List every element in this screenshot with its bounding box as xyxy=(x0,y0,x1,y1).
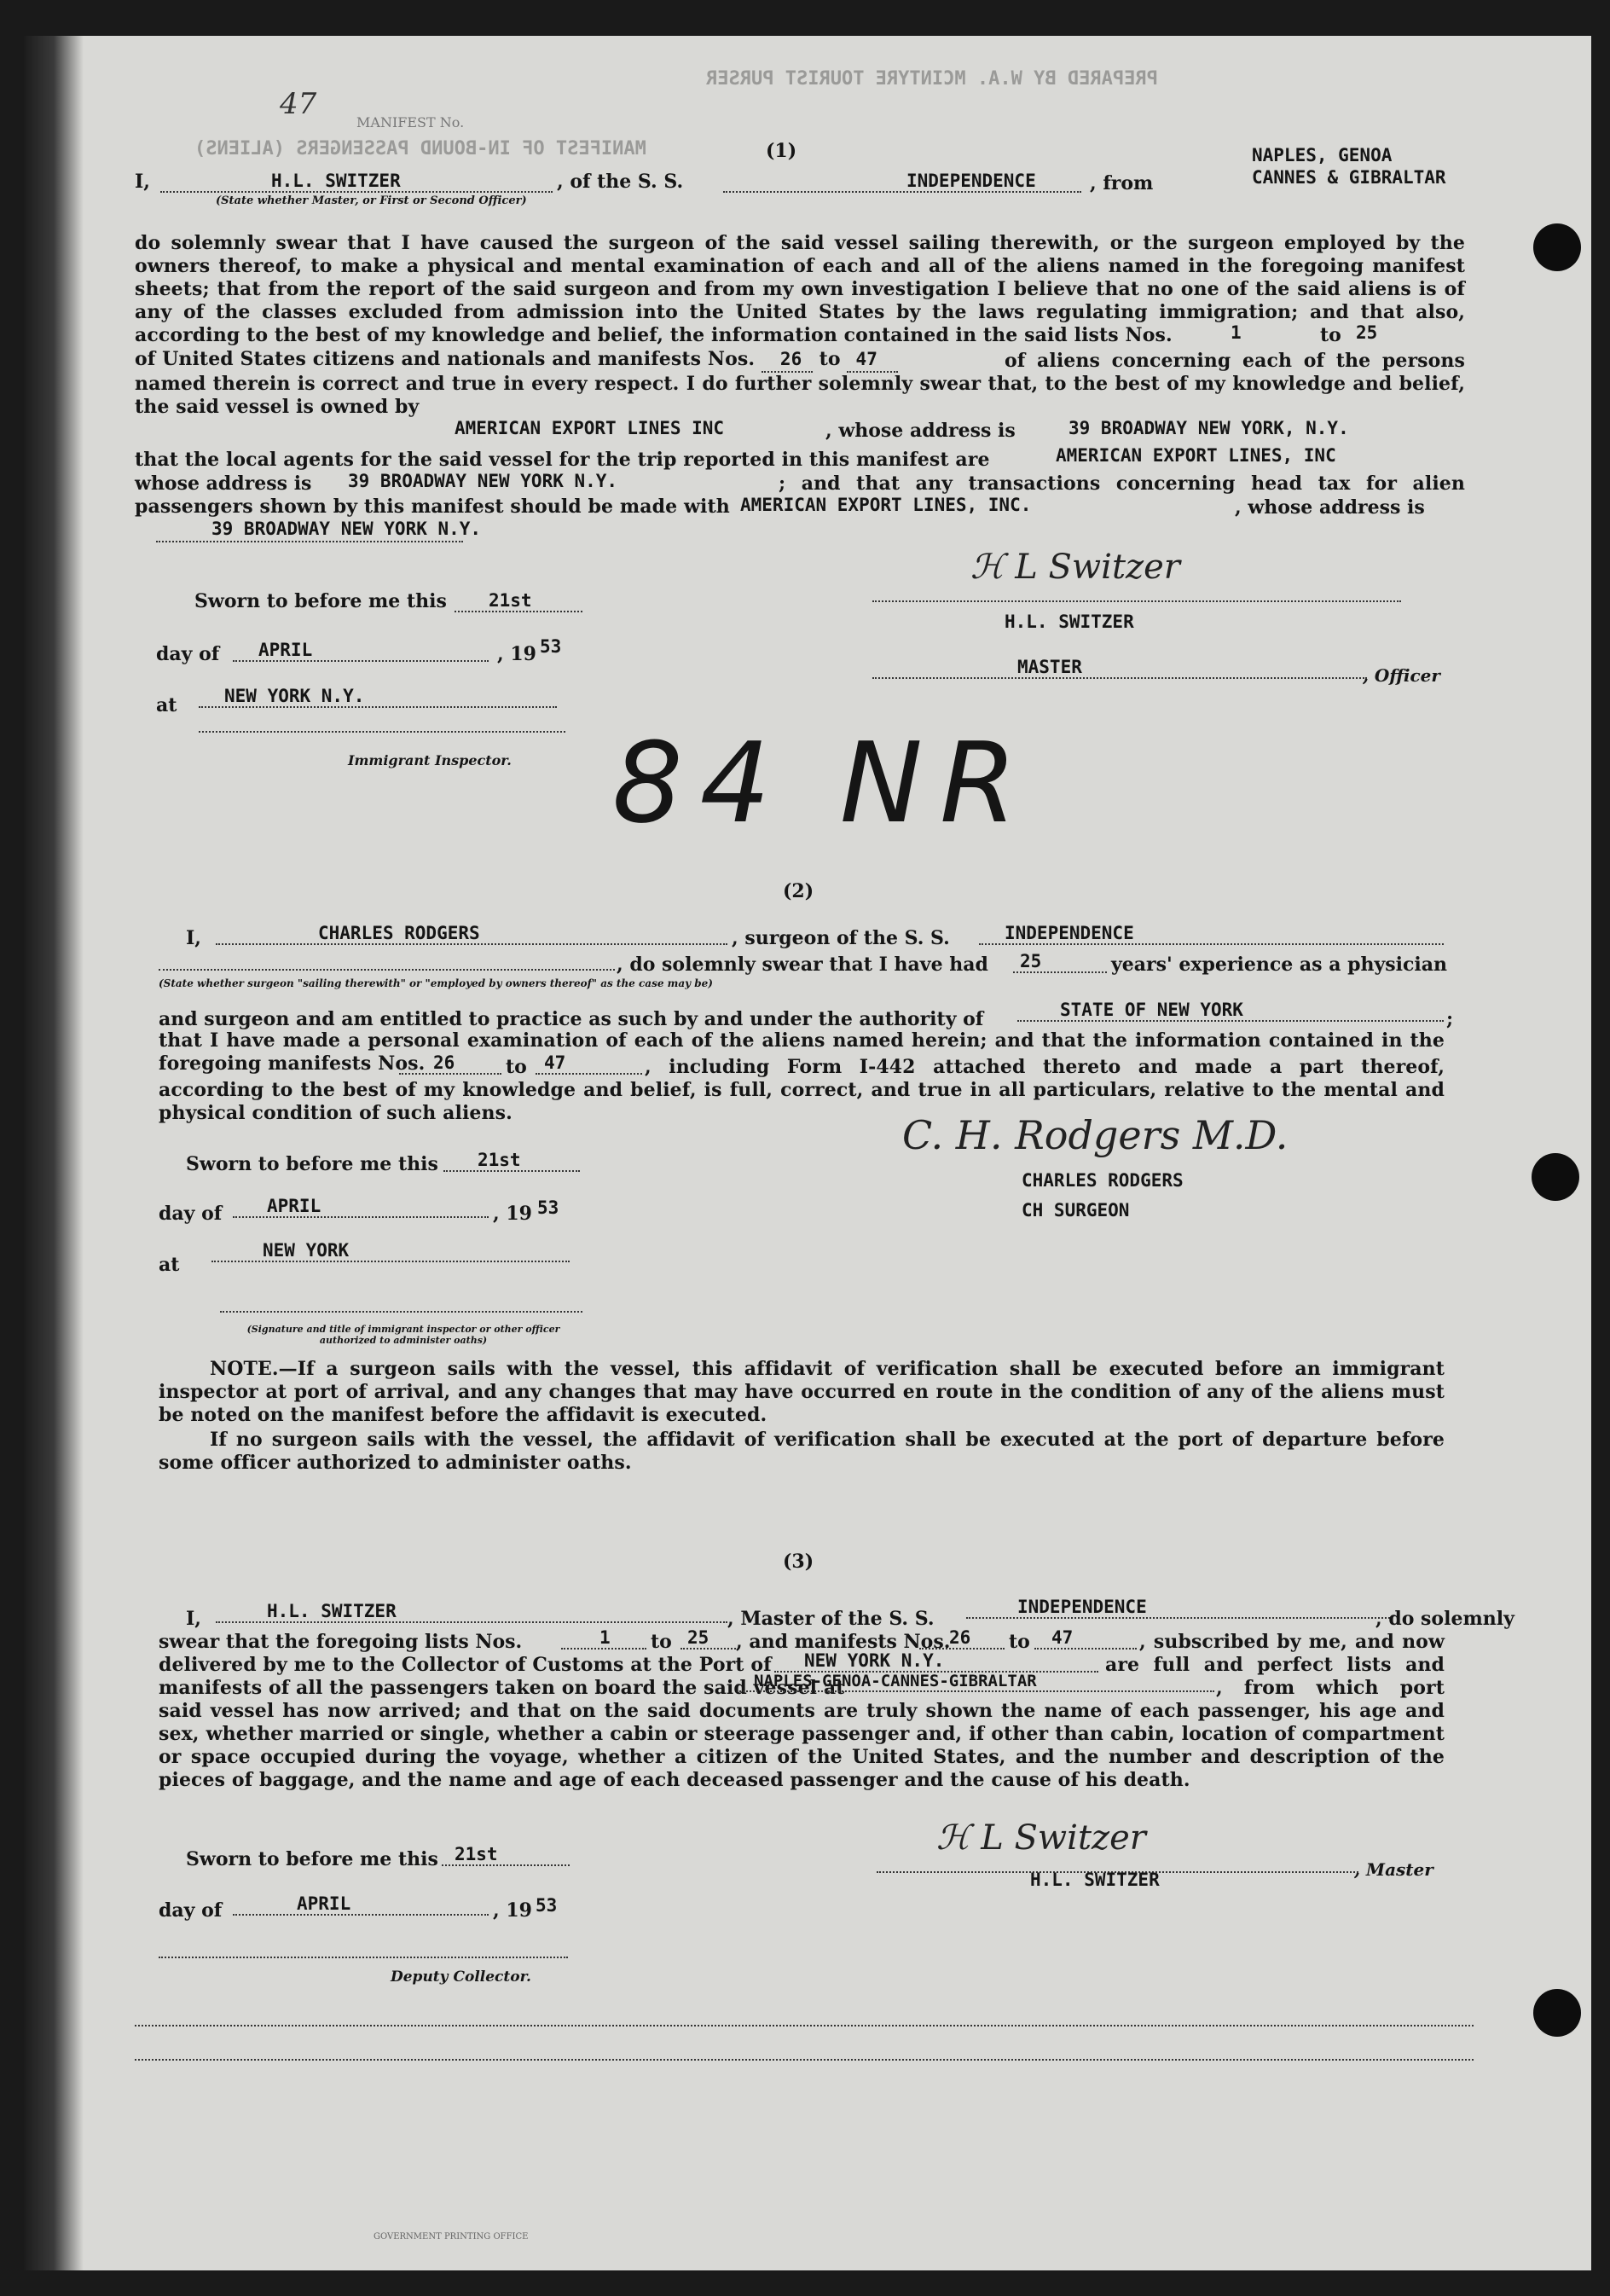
master-signature-line xyxy=(872,600,1401,602)
collector-signature-line xyxy=(159,1957,568,1958)
sworn-label: Sworn to before me this xyxy=(186,1153,438,1175)
man-to-field: 47 xyxy=(847,348,898,373)
to-label: to xyxy=(1009,1631,1030,1653)
agent-address-field: 39 BROADWAY NEW YORK N.Y. xyxy=(348,471,618,491)
master-name-field: H.L. SWITZER xyxy=(216,1601,727,1623)
punch-hole xyxy=(1533,1989,1581,2037)
owner-field: AMERICAN EXPORT LINES INC xyxy=(455,418,725,438)
bottom-rule xyxy=(135,2025,1474,2026)
swear-label: , do solemnly swear that I have had xyxy=(617,954,988,976)
master-label: , Master xyxy=(1354,1859,1433,1880)
section-2-number: (2) xyxy=(783,880,814,902)
master-sig-name-3: H.L. SWITZER xyxy=(1030,1870,1160,1890)
section-3-body-2: , subscribed by me, and now delivered by me to the Collector of Customs at the Port of xyxy=(159,1631,1445,1676)
section-1-body-3: of aliens concerning each of the persons named therein is correct and true in every respect. I do further solemnly swear that, to the best of my knowledge and belief, the said vessel is owned by xyxy=(135,350,1465,418)
master-signature-3: ℋ L Switzer xyxy=(936,1818,1146,1858)
inspector-signature-line xyxy=(199,731,565,733)
handwritten-annotation: 84 NR xyxy=(612,718,1034,848)
surgeon-status-line xyxy=(159,950,615,971)
at-label: at xyxy=(159,1254,180,1276)
sworn-day-field: 21st xyxy=(442,1844,570,1866)
manifest-sheet xyxy=(24,36,1591,2270)
man-from-field: 26 xyxy=(762,348,813,373)
semicolon: ; xyxy=(1446,1008,1454,1030)
master-sig-name: H.L. SWITZER xyxy=(1005,612,1134,632)
section-2-body-3: , including Form I-442 attached thereto and made a part thereof, according to the best of my knowledge and belief, is full, correct, and true in all particulars, relative to the mental and physical condition of such aliens. xyxy=(159,1056,1445,1124)
from-ports-line-2: CANNES & GIBRALTAR xyxy=(1252,167,1446,188)
authority-field: STATE OF NEW YORK xyxy=(1017,1000,1444,1022)
from-ports-line-1: NAPLES, GENOA xyxy=(1252,145,1393,165)
owner-address-field: 39 BROADWAY NEW YORK, N.Y. xyxy=(1069,418,1349,438)
scan-edge-shadow xyxy=(24,36,84,2270)
master-signature: ℋ L Switzer xyxy=(970,548,1180,587)
address-underline xyxy=(156,541,463,542)
manifest-title-bleed: MANIFEST OF IN-BOUND PASSENGERS (ALIENS) xyxy=(194,138,646,159)
surgeon-of-label: , surgeon of the S. S. xyxy=(732,927,950,949)
lists-from-field: 1 xyxy=(561,1627,646,1650)
master-sig-title: MASTER xyxy=(1017,657,1082,677)
whose-address-label: , whose address is xyxy=(825,420,1016,442)
section-3-body-4: , from which port said vessel has now arrived; and that on the said documents are truly shown the name of each passenger, his age and sex, whether married or single, whether a cabin or steerage passenger and, if other than cabin, location of compartment or space occupied during the voyage, whether a citizen of the United States, and the number and description of the pieces of baggage, and the name and age of each deceased passenger and the cause of his death. xyxy=(159,1677,1445,1791)
day-of-label: day of xyxy=(159,1899,223,1922)
headtax-field: AMERICAN EXPORT LINES, INC. xyxy=(740,495,1032,515)
month-field: APRIL xyxy=(233,1196,489,1218)
and-manifests-label: , and manifests Nos. xyxy=(736,1631,951,1653)
of-ss-label: , of the S. S. xyxy=(557,171,684,193)
section-3-body-1: swear that the foregoing lists Nos. xyxy=(159,1631,523,1653)
surgeon-vessel-field: INDEPENDENCE xyxy=(979,923,1444,945)
to-label: to xyxy=(506,1056,527,1078)
at-label: at xyxy=(156,694,177,716)
officer-title-line xyxy=(872,677,1367,679)
whose-address-label-3: , whose address is xyxy=(1235,496,1425,519)
inspector-label: Immigrant Inspector. xyxy=(348,752,512,768)
manifest-no-label: MANIFEST No. xyxy=(356,114,465,130)
place-field: NEW YORK xyxy=(211,1240,570,1262)
punch-hole xyxy=(1532,1153,1579,1201)
port-field: NEW YORK N.Y. xyxy=(774,1650,1098,1673)
place-field: NEW YORK N.Y. xyxy=(199,686,557,708)
section-1-body-2: of United States citizens and nationals and manifests Nos. xyxy=(135,348,756,370)
month-field: APRIL xyxy=(233,640,489,662)
prepared-by-bleed: PREPARED BY W.A. MCINTYRE TOURIST PURSER xyxy=(706,68,1158,90)
surgeon-sig-title: CH SURGEON xyxy=(1022,1200,1130,1220)
intro-label: I, xyxy=(186,927,201,949)
section-3-number: (3) xyxy=(783,1551,814,1573)
master-name-field: H.L. SWITZER xyxy=(160,171,553,193)
surgeon-man-from-field: 26 xyxy=(399,1052,501,1075)
deputy-collector-label: Deputy Collector. xyxy=(391,1968,531,1986)
section-2-body-2: that I have made a personal examination of each of the aliens named herein; and that the information contained in the foregoing manifests Nos. xyxy=(159,1029,1445,1075)
master-note: (State whether Master, or First or Second Officer) xyxy=(216,194,527,207)
boarding-ports-field: NAPLES-GENOA-CANNES-GIBRALTAR xyxy=(737,1672,1214,1692)
section-1-number: (1) xyxy=(766,140,797,162)
note-2: If no surgeon sails with the vessel, the affidavit of verification shall be executed at the port of departure before some officer authorized to administer oaths. xyxy=(159,1429,1445,1474)
note-1 xyxy=(159,1358,1445,1435)
punch-hole xyxy=(1533,223,1581,271)
note-1-text: If a surgeon sails with the vessel, this affidavit of verification shall be executed before an immigrant inspector at port of arrival, and any changes that may have occurred en route in the condition of any of the aliens must be noted on the manifest before the affidavit is executed. xyxy=(159,1358,1445,1426)
note-1-label: NOTE.— xyxy=(210,1358,298,1380)
year-field: 53 xyxy=(540,636,562,657)
vessel-field: INDEPENDENCE xyxy=(966,1597,1393,1619)
man-to-field: 47 xyxy=(1034,1627,1137,1650)
years-field: 25 xyxy=(1013,951,1107,973)
year-field: 53 xyxy=(537,1197,559,1218)
day-of-label: day of xyxy=(159,1203,223,1225)
from-label: , from xyxy=(1090,172,1154,194)
day-of-label: day of xyxy=(156,643,220,665)
year-prefix: , 19 xyxy=(493,1203,532,1225)
section-2-sig-note: (Signature and title of immigrant inspector or other officer authorized to administer oaths) xyxy=(246,1324,560,1346)
whose-address-label-2: whose address is xyxy=(135,473,312,495)
surgeon-man-to-field: 47 xyxy=(536,1052,642,1075)
intro-label: I, xyxy=(186,1608,201,1630)
sworn-label: Sworn to before me this xyxy=(194,590,447,612)
to-label: to xyxy=(651,1631,672,1653)
headtax-address-field: 39 BROADWAY NEW YORK N.Y. xyxy=(211,519,482,539)
margin-handwritten-number: 47 xyxy=(280,87,317,121)
section-3-body-3: are full and perfect lists and manifests of all the passengers taken on board the said vessel at xyxy=(159,1654,1445,1699)
surgeon-status-note: (State whether surgeon "sailing therewith" or "employed by owners thereof" as the case may be) xyxy=(159,977,713,989)
section-1-body-4: that the local agents for the said vessel for the trip reported in this manifest are xyxy=(135,449,990,471)
month-field: APRIL xyxy=(233,1893,489,1916)
year-field: 53 xyxy=(536,1895,558,1916)
vessel-name-field: INDEPENDENCE xyxy=(723,171,1081,193)
officer-label: , Officer xyxy=(1363,665,1440,686)
years-text: years' experience as a physician xyxy=(1111,954,1448,976)
intro-label: I, xyxy=(135,171,150,193)
sworn-day-field: 21st xyxy=(455,590,582,612)
to-label: to xyxy=(1320,324,1341,346)
inspector-signature-line xyxy=(220,1311,582,1313)
year-prefix: , 19 xyxy=(497,643,536,665)
bottom-rule xyxy=(135,2059,1474,2061)
surgeon-name-field: CHARLES RODGERS xyxy=(216,923,727,945)
lists-to-field: 25 xyxy=(1356,322,1378,343)
sworn-day-field: 21st xyxy=(443,1150,580,1172)
agent-field: AMERICAN EXPORT LINES, INC xyxy=(1056,445,1336,466)
section-2-body-1: and surgeon and am entitled to practice as such by and under the authority of xyxy=(159,1008,984,1030)
section-1-body-5: ; and that any transactions concerning head tax for alien passengers shown by this manifest should be made with xyxy=(135,473,1465,518)
year-prefix: , 19 xyxy=(493,1899,532,1922)
lists-to-field: 25 xyxy=(680,1627,736,1650)
surgeon-sig-name: CHARLES RODGERS xyxy=(1022,1170,1184,1191)
man-from-field: 26 xyxy=(919,1627,1005,1650)
section-1-body-1: do solemnly swear that I have caused the surgeon of the said vessel sailing therewith, or the surgeon employed by the owners thereof, to make a physical and mental examination of each and all of the aliens named in the foregoing manifest sheets; that from the report of the said surgeon and from my own investigation I believe that no one of the said aliens is of any of the classes excluded from admission into the United States by the laws regulating immigration; and that also, according to the best of my knowledge and belief, the information contained in the said lists Nos. xyxy=(135,232,1465,346)
sworn-label: Sworn to before me this xyxy=(186,1848,438,1870)
solemnly-label: , do solemnly xyxy=(1375,1608,1514,1630)
to-label: to xyxy=(819,348,841,370)
lists-from-field: 1 xyxy=(1231,322,1242,343)
print-note: GOVERNMENT PRINTING OFFICE xyxy=(374,2232,529,2241)
surgeon-signature: C. H. Rodgers M.D. xyxy=(902,1112,1289,1158)
master-of-label: , Master of the S. S. xyxy=(727,1608,935,1630)
